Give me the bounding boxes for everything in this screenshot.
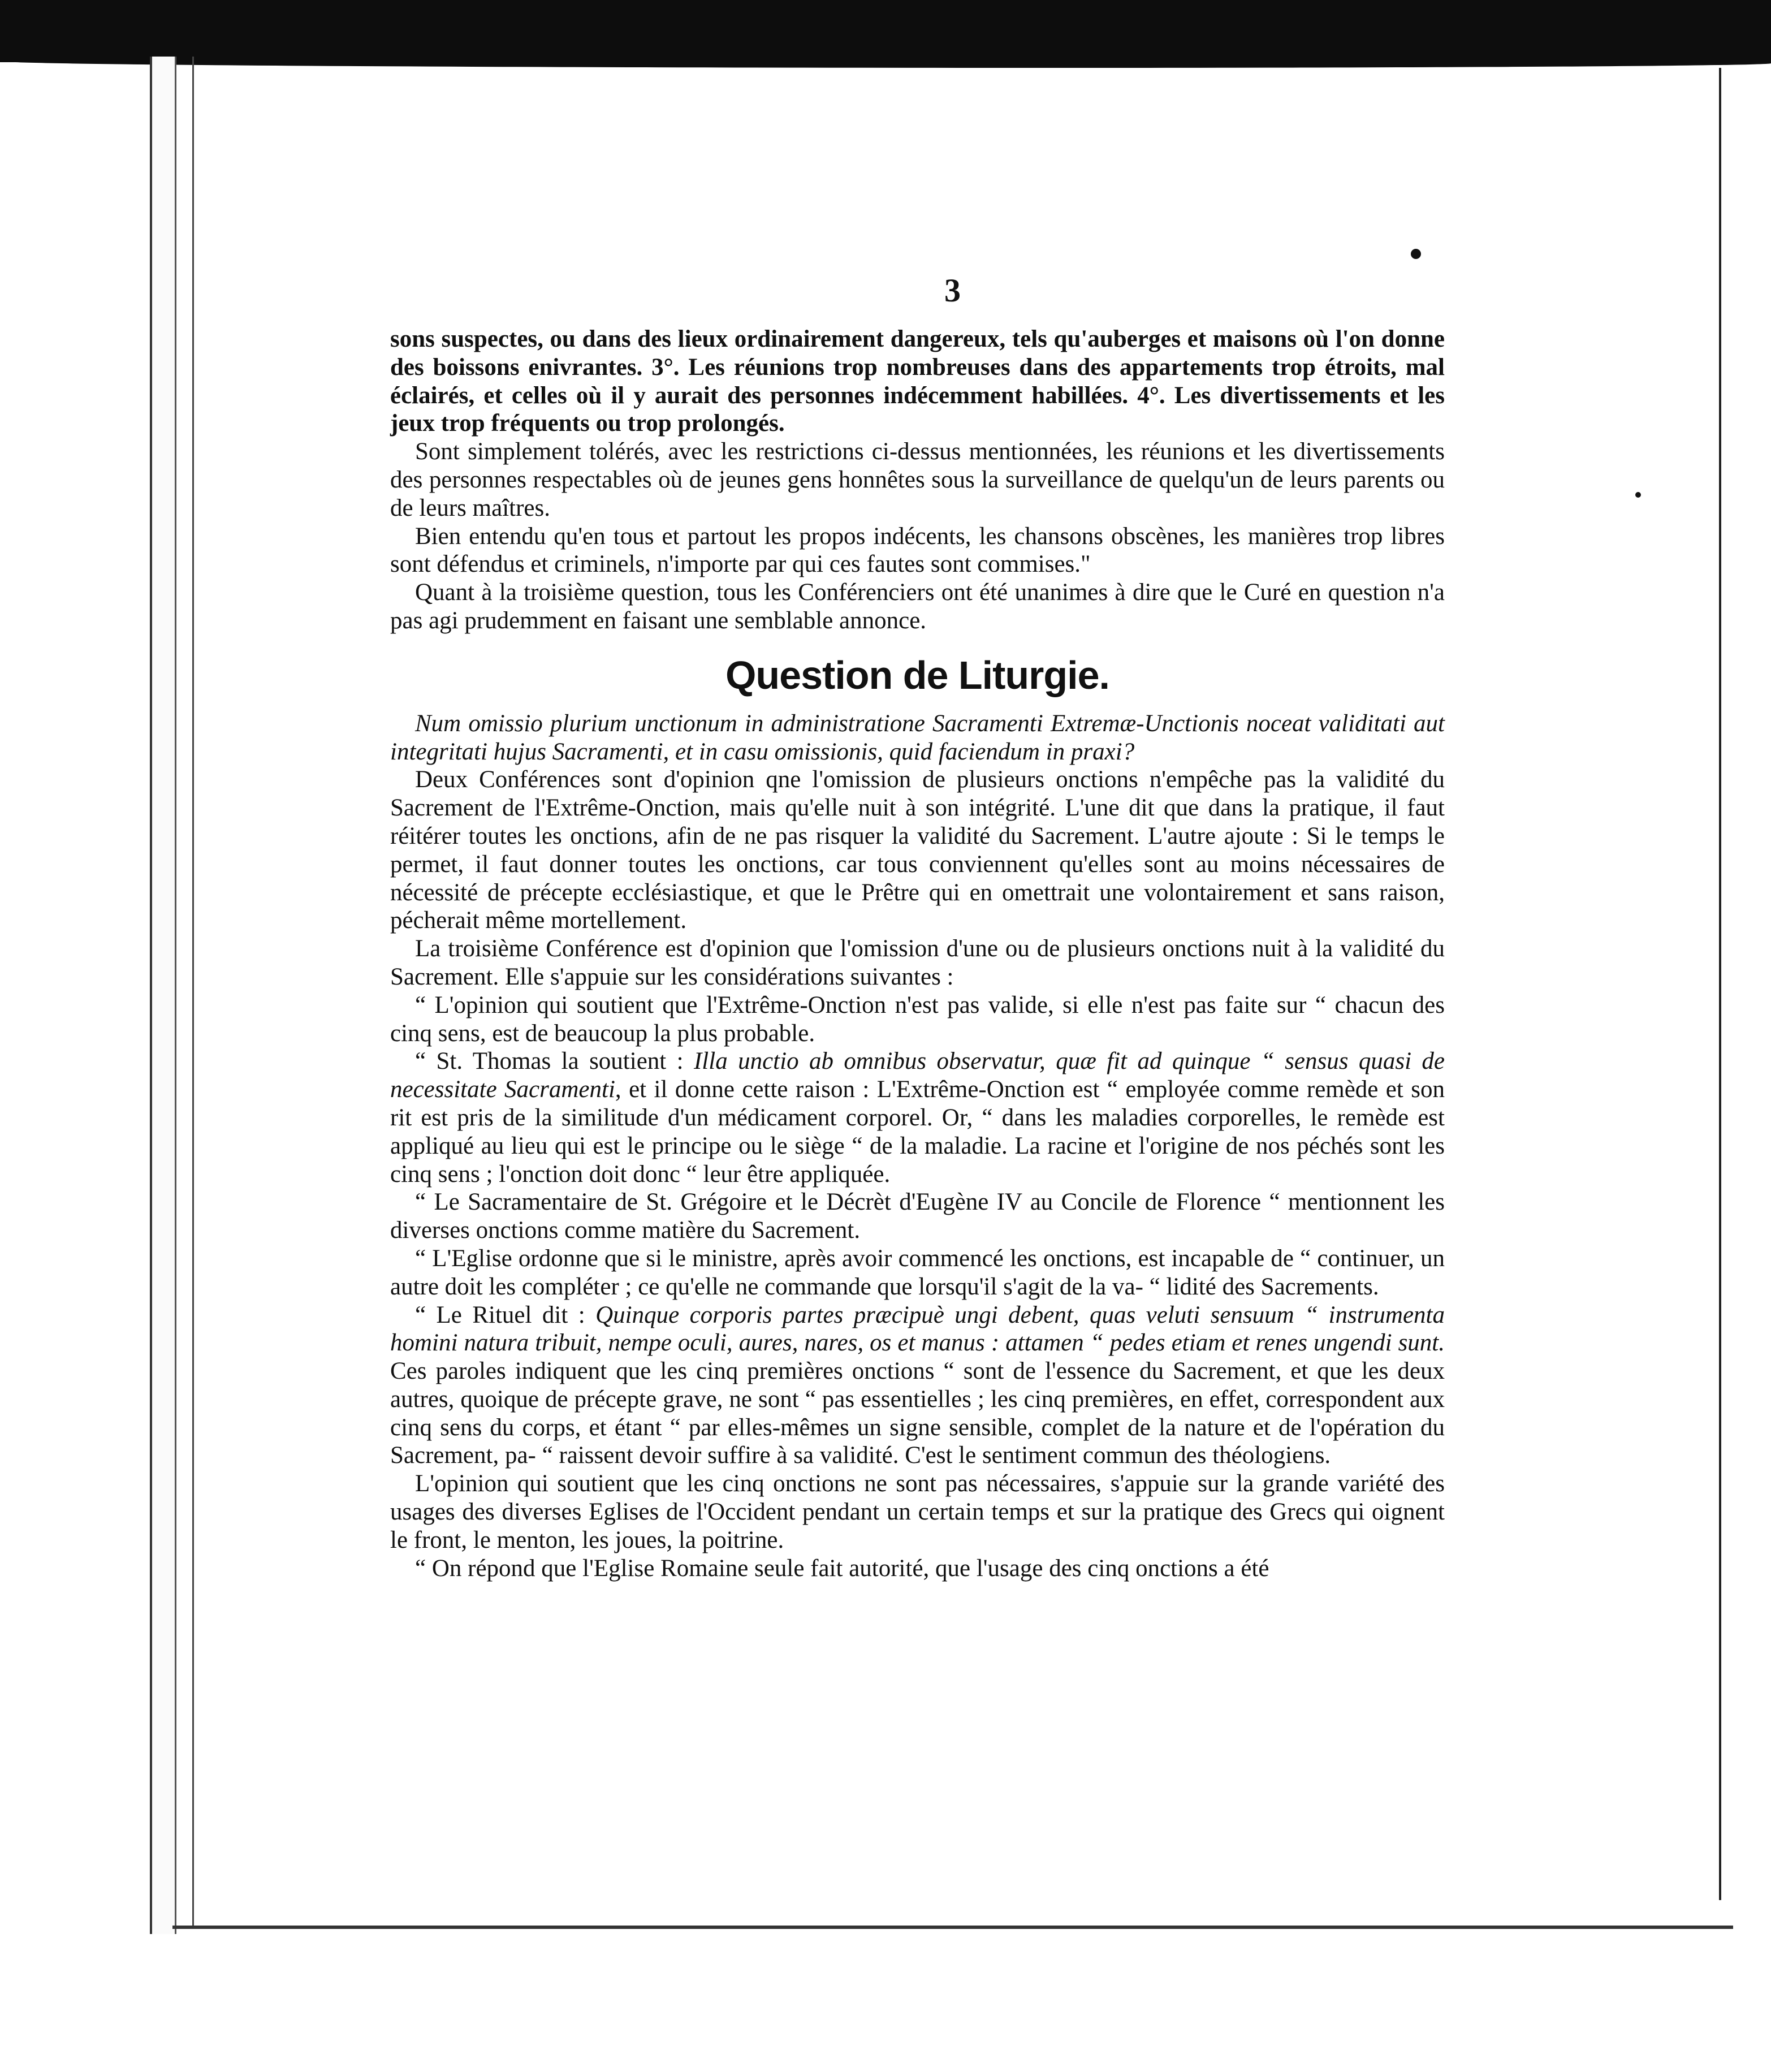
page-body <box>390 325 1445 1582</box>
quote-rest: , et il donne cette raison : L'Extrême-Onction est “ employée comme remède et son rit est pris de la similitude d'un médicament corporel. Or, “ dans les maladies corporelles, le remède est appliqué au lieu qui est le principe ou le siège “ de la maladie. La racine et l'origine de nos péchés sont les cinq sens ; l'onction doit donc “ leur être appliquée. <box>390 1076 1445 1188</box>
speck-mark <box>1411 249 1421 259</box>
paragraph: Bien entendu qu'en tous et partout les propos indécents, les chansons obscènes, les manières trop libres sont défendus et criminels, n'importe par qui ces fautes sont commises." <box>390 523 1445 578</box>
latin-quote: Illa unctio ab omnibus observatur, quæ fit ad quinque “ sensus quasi de necessitate Sacramenti <box>390 1048 1445 1103</box>
paragraph: Sont simplement tolérés, avec les restrictions ci-dessus mentionnées, les réunions et les divertissements des personnes respectables où de jeunes gens honnêtes sous la surveillance de quelqu'un de leurs parents ou de leurs maîtres. <box>390 438 1445 521</box>
quote-paragraph: “ Le Sacramentaire de St. Grégoire et le Décrèt d'Eugène IV au Concile de Florence “ mentionnent les diverses onctions comme matière du Sacrement. <box>390 1189 1445 1244</box>
section-heading: Question de Liturgie. <box>725 653 1110 697</box>
quote-paragraph: “ L'opinion qui soutient que l'Extrême-Onction n'est pas valide, si elle n'est pas faite sur “ chacun des cinq sens, est de beaucoup la plus probable. <box>390 991 1445 1047</box>
quote-rest: Ces paroles indiquent que les cinq premières onctions “ sont de l'essence du Sacrement, et que les deux autres, quoique de précepte grave, ne sont “ pas essentielles ; les cinq premières, en effet, correspondent aux cinq sens du corps, et étant “ par elles-mêmes un signe sensible, complet de la nature et de l'opération du Sacrement, pa- “ raissent devoir suffire à sa validité. C'est le sentiment commun des théologiens. <box>390 1358 1445 1469</box>
paragraph: L'opinion qui soutient que les cinq onctions ne sont pas nécessaires, s'appuie sur la grande variété des usages des diverses Eglises de l'Occident pendant un certain temps et sur la pratique des Grecs qui oignent le front, le menton, les joues, la poitrine. <box>390 1470 1445 1553</box>
quote-paragraph-thomas <box>390 1047 1445 1188</box>
latin-quote: Quinque corporis partes præcipuè ungi debent, quas veluti sensuum “ instrumenta homini natura tribuit, nempe oculi, aures, nares, os et manus : attamen “ pedes etiam et renes ungendi sunt. <box>390 1301 1445 1357</box>
right-page-edge <box>1719 68 1735 1900</box>
paragraph: La troisième Conférence est d'opinion que l'omission d'une ou de plusieurs onctions nuit à la validité du Sacrement. Elle s'appuie sur les considérations suivantes : <box>390 935 1445 990</box>
left-page-edge <box>150 57 176 1934</box>
quote-intro: “ St. Thomas la soutient : <box>415 1048 694 1075</box>
page-number: 3 <box>944 272 961 309</box>
quote-intro: “ Le Rituel dit : <box>415 1301 596 1328</box>
quote-paragraph-rituel <box>390 1301 1445 1470</box>
latin-question: Num omissio plurium unctionum in administratione Sacramenti Extremæ-Unctionis noceat validitati aut integritati hujus Sacramenti, et in casu omissionis, quid faciendum in praxi? <box>390 710 1445 765</box>
scan-border-top <box>0 0 1771 62</box>
paragraph: Quant à la troisième question, tous les Conférenciers ont été unanimes à dire que le Curé en question n'a pas agi prudemment en faisant une semblable annonce. <box>390 579 1445 634</box>
paragraph: sons suspectes, ou dans des lieux ordinairement dangereux, tels qu'auberges et maisons où l'on donne des boissons enivrantes. 3°. Les réunions trop nombreuses dans des appartements trop étroits, mal éclairés, et celles où il y aurait des personnes indécemment habillées. 4°. Les divertissements et les jeux trop fréquents ou trop prolongés. <box>390 326 1445 437</box>
paragraph: Deux Conférences sont d'opinion qne l'omission de plusieurs onctions n'empêche pas la validité du Sacrement de l'Extrême-Onction, mais qu'elle nuit à son intégrité. L'une dit que dans la pratique, il faut réitérer toutes les onctions, afin de ne pas risquer la validité du Sacrement. L'autre ajoute : Si le temps le permet, il faut donner toutes les onctions, car tous conviennent qu'elles sont au moins nécessaires de nécessité de précepte ecclésiastique, et que le Prêtre qui en omettrait une volontairement et sans raison, pécherait même mortellement. <box>390 766 1445 934</box>
quote-paragraph: “ L'Eglise ordonne que si le ministre, après avoir commencé les onctions, est incapable de “ continuer, un autre doit les compléter ; ce qu'elle ne commande que lorsqu'il s'agit de la va- “ lidité des Sacrements. <box>390 1245 1445 1300</box>
left-page-edge-inner <box>192 57 200 1928</box>
bottom-page-edge <box>172 1926 1733 1929</box>
speck-mark <box>1635 492 1641 498</box>
paragraph: “ On répond que l'Eglise Romaine seule fait autorité, que l'usage des cinq onctions a été <box>415 1555 1269 1582</box>
